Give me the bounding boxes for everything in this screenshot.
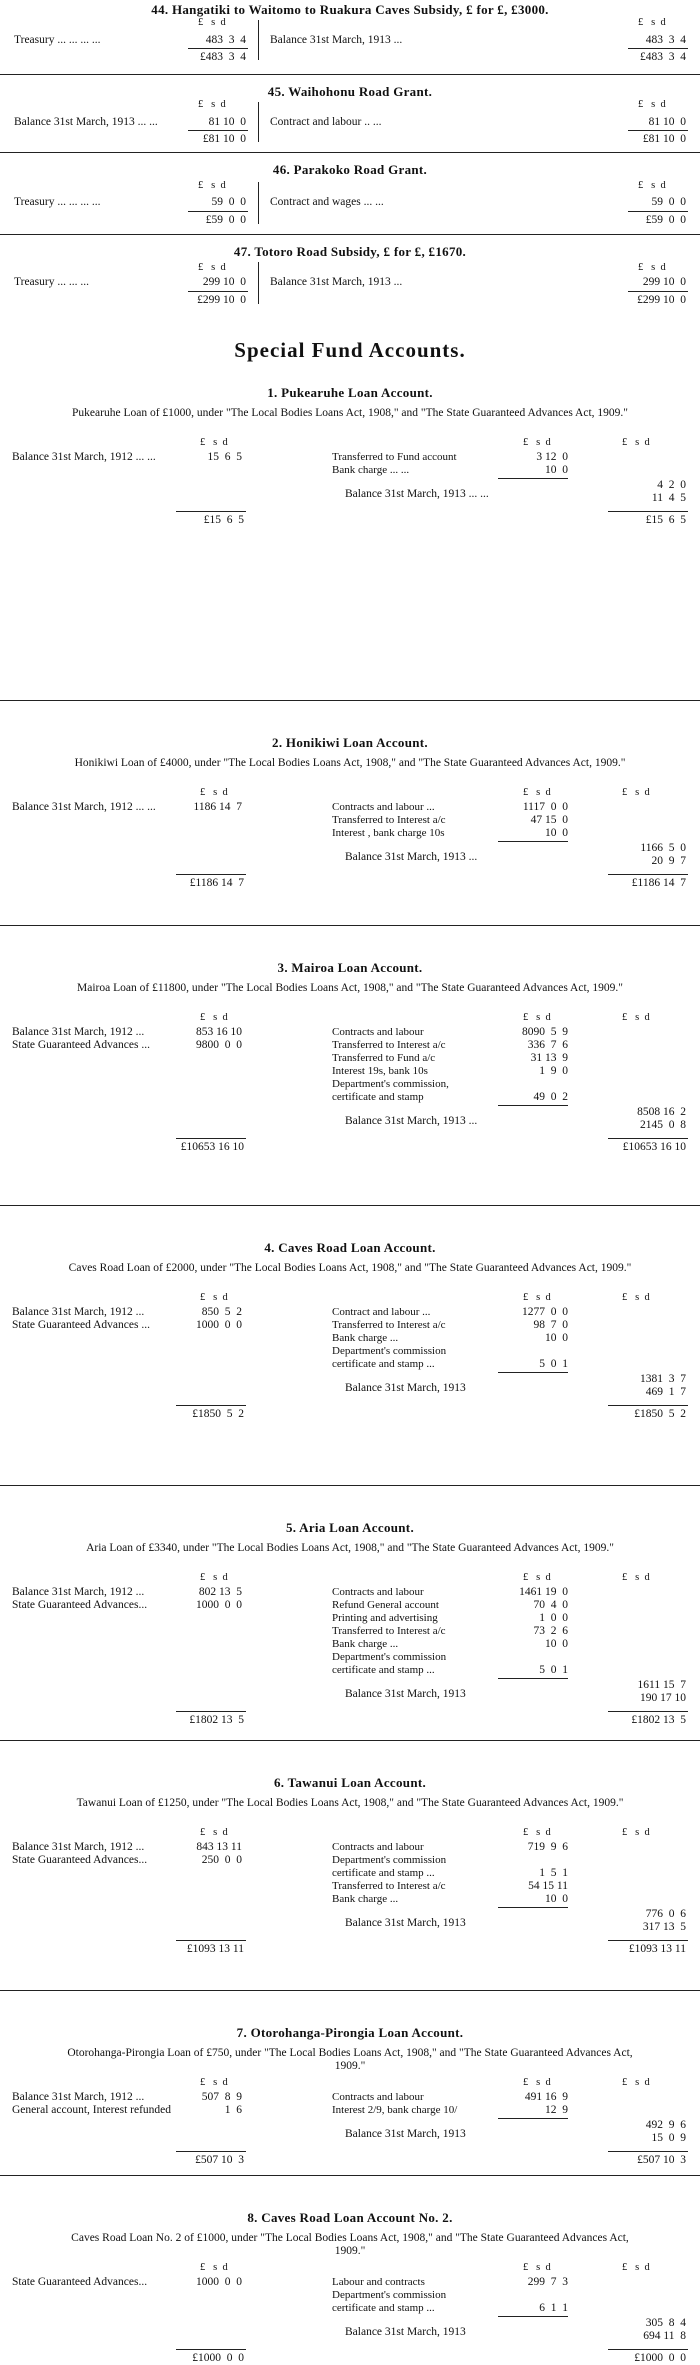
- right-col-header: £ s d: [622, 437, 650, 448]
- right-entry-label: Interest , bank charge 10s: [332, 827, 445, 839]
- right-entry-inner-amount: 1 0 0: [539, 1612, 568, 1624]
- left-entry-label: Balance 31st March, 1912 ...: [12, 1841, 145, 1853]
- total-rule: [176, 1405, 246, 1406]
- right-total: £1000 0 0: [634, 2352, 686, 2364]
- account-subtitle: Caves Road Loan No. 2 of £1000, under "The Local Bodies Loans Act, 1908," and "The State Guaranteed Advances Act, 1909.": [71, 2232, 629, 2257]
- right-col-header: £ s d: [638, 17, 666, 28]
- left-total: £1850 5 2: [192, 1408, 244, 1420]
- right-inner-col-header: £ s d: [523, 1292, 551, 1303]
- right-entry-label: Contract and labour ...: [332, 1306, 431, 1318]
- left-entry-label: Treasury ... ... ... ...: [14, 34, 101, 46]
- total-rule: [608, 1711, 688, 1712]
- right-subtotal: 4 2 0: [657, 479, 686, 491]
- total-rule: [608, 1940, 688, 1941]
- account-subtitle: Aria Loan of £3340, under "The Local Bodies Loans Act, 1908," and "The State Guaranteed Advances Act, 1909.": [86, 1542, 614, 1554]
- right-entry-inner-amount: 1117 0 0: [522, 801, 568, 813]
- right-col-header: £ s d: [622, 2262, 650, 2273]
- right-entry-label: Department's commission: [332, 1854, 447, 1866]
- left-total: £1802 13 5: [189, 1714, 244, 1726]
- right-entry-inner-amount: 73 2 6: [533, 1625, 568, 1637]
- right-entry-amount: 299 10 0: [642, 276, 686, 288]
- left-entry-amount: 9800 0 0: [196, 1039, 242, 1051]
- left-total: £1000 0 0: [192, 2352, 244, 2364]
- right-entry-label: Printing and advertising: [332, 1612, 438, 1624]
- total-rule: [608, 2349, 688, 2350]
- left-entry-amount: 1186 14 7: [193, 801, 242, 813]
- balance-label: Balance 31st March, 1913 ... ...: [345, 488, 489, 500]
- right-entry-inner-amount: 1461 19 0: [519, 1586, 568, 1598]
- section-separator: [0, 925, 700, 926]
- right-entry-inner-amount: 336 7 6: [527, 1039, 568, 1051]
- column-divider: [258, 262, 259, 304]
- right-col-header: £ s d: [622, 1292, 650, 1303]
- right-entry-inner-amount: 5 0 1: [539, 1664, 568, 1676]
- balance-label: Balance 31st March, 1913: [345, 2326, 466, 2338]
- right-entry-label: Bank charge ... ...: [332, 464, 410, 476]
- right-total: £1850 5 2: [634, 1408, 686, 1420]
- left-entry-amount: 1000 0 0: [196, 2276, 242, 2288]
- left-entry-label: State Guaranteed Advances ...: [12, 1319, 150, 1331]
- left-entry-amount: 483 3 4: [205, 34, 246, 46]
- column-divider: [258, 102, 259, 142]
- left-entry-amount: 59 0 0: [211, 196, 246, 208]
- right-entry-label: Department's commission: [332, 1345, 447, 1357]
- right-inner-col-header: £ s d: [523, 2262, 551, 2273]
- right-entry-label: certificate and stamp ...: [332, 2302, 435, 2314]
- account-title: 1. Pukearuhe Loan Account.: [267, 385, 433, 400]
- left-entry-label: State Guaranteed Advances...: [12, 1854, 148, 1866]
- account-subtitle: Mairoa Loan of £11800, under "The Local Bodies Loans Act, 1908," and "The State Guaranteed Advances Act, 1909.": [77, 982, 623, 994]
- right-entry-label: Department's commission: [332, 2289, 447, 2301]
- left-col-header: £ s d: [200, 1572, 228, 1583]
- right-entry-inner-amount: 719 9 6: [527, 1841, 568, 1853]
- left-entry-label: Treasury ... ... ... ...: [14, 196, 101, 208]
- right-entry-inner-amount: 31 13 9: [530, 1052, 568, 1064]
- right-entry-label: Interest 2/9, bank charge 10/: [332, 2104, 458, 2116]
- right-total: £507 10 3: [637, 2154, 686, 2166]
- total-rule: [176, 2151, 246, 2152]
- account-subtitle: Caves Road Loan of £2000, under "The Local Bodies Loans Act, 1908," and "The State Guaranteed Advances Act, 1909.": [68, 1262, 632, 1274]
- right-entry-inner-amount: 10 0: [545, 1638, 568, 1650]
- right-subtotal: 776 0 6: [645, 1908, 686, 1920]
- account-title: 44. Hangatiki to Waitomo to Ruakura Caves Subsidy, £ for £, £3000.: [151, 2, 549, 17]
- account-title: 47. Totoro Road Subsidy, £ for £, £1670.: [233, 244, 467, 259]
- account-title: 5. Aria Loan Account.: [285, 1520, 414, 1535]
- right-col-header: £ s d: [638, 262, 666, 273]
- right-entry-inner-amount: 49 0 2: [533, 1091, 568, 1103]
- account-title: 4. Caves Road Loan Account.: [264, 1240, 436, 1255]
- left-entry-amount: 81 10 0: [208, 116, 246, 128]
- left-entry-amount: 1000 0 0: [196, 1599, 242, 1611]
- left-entry-amount: 802 13 5: [198, 1586, 242, 1598]
- right-total: £1802 13 5: [631, 1714, 686, 1726]
- right-entry-label: Transferred to Interest a/c: [332, 814, 446, 826]
- right-entry-label: Contract and wages ... ...: [270, 196, 384, 208]
- total-rule: [176, 511, 246, 512]
- right-entry-inner-amount: 10 0: [545, 1893, 568, 1905]
- left-entry-label: Balance 31st March, 1912 ... ...: [12, 451, 156, 463]
- balance-amount: 2145 0 8: [640, 1119, 686, 1131]
- right-col-header: £ s d: [622, 787, 650, 798]
- balance-amount: 317 13 5: [642, 1921, 686, 1933]
- right-subtotal: 492 9 6: [645, 2119, 686, 2131]
- balance-label: Balance 31st March, 1913 ...: [345, 851, 478, 863]
- left-entry-amount: 850 5 2: [201, 1306, 242, 1318]
- right-entry-label: Contracts and labour ...: [332, 801, 435, 813]
- right-total: £299 10 0: [637, 294, 686, 306]
- right-col-header: £ s d: [638, 180, 666, 191]
- total-rule: [176, 1940, 246, 1941]
- right-entry-inner-amount: 1277 0 0: [522, 1306, 568, 1318]
- column-divider: [258, 20, 259, 60]
- left-col-header: £ s d: [198, 180, 226, 191]
- left-entry-label: Balance 31st March, 1913 ... ...: [14, 116, 158, 128]
- right-entry-inner-amount: 5 0 1: [539, 1358, 568, 1370]
- right-entry-label: Transferred to Interest a/c: [332, 1319, 446, 1331]
- right-entry-label: Department's commission: [332, 1651, 447, 1663]
- right-entry-label: Contracts and labour: [332, 1026, 424, 1038]
- total-rule: [608, 1138, 688, 1139]
- subtotal-rule: [498, 1105, 568, 1106]
- left-col-header: £ s d: [200, 1012, 228, 1023]
- account-title: 8. Caves Road Loan Account No. 2.: [247, 2210, 453, 2225]
- balance-amount: 11 4 5: [651, 492, 686, 504]
- left-col-header: £ s d: [200, 1292, 228, 1303]
- left-entry-label: Balance 31st March, 1912 ... ...: [12, 801, 156, 813]
- right-inner-col-header: £ s d: [523, 2077, 551, 2088]
- total-rule: [188, 130, 248, 131]
- left-col-header: £ s d: [200, 787, 228, 798]
- left-entry-label: General account, Interest refunded: [12, 2104, 172, 2116]
- left-col-header: £ s d: [198, 17, 226, 28]
- right-entry-inner-amount: 491 16 9: [524, 2091, 568, 2103]
- left-entry-label: Balance 31st March, 1912 ...: [12, 2091, 145, 2103]
- balance-amount: 694 11 8: [643, 2330, 686, 2342]
- right-total: £1186 14 7: [631, 877, 686, 889]
- total-rule: [628, 211, 688, 212]
- left-col-header: £ s d: [200, 2077, 228, 2088]
- right-inner-col-header: £ s d: [523, 1572, 551, 1583]
- right-entry-label: certificate and stamp ...: [332, 1358, 435, 1370]
- subtotal-rule: [498, 1372, 568, 1373]
- section-separator: [0, 234, 700, 235]
- right-entry-inner-amount: 98 7 0: [533, 1319, 568, 1331]
- subtotal-rule: [498, 2316, 568, 2317]
- left-entry-label: Balance 31st March, 1912 ...: [12, 1306, 145, 1318]
- account-subtitle: Otorohanga-Pirongia Loan of £750, under "The Local Bodies Loans Act, 1908," and "The State Guaranteed Advances Act, 1909.": [67, 2047, 633, 2072]
- right-entry-label: certificate and stamp: [332, 1091, 424, 1103]
- right-entry-inner-amount: 10 0: [545, 827, 568, 839]
- right-col-header: £ s d: [622, 1012, 650, 1023]
- right-entry-label: Transferred to Interest a/c: [332, 1625, 446, 1637]
- right-subtotal: 1381 3 7: [640, 1373, 686, 1385]
- total-rule: [188, 48, 248, 49]
- right-inner-col-header: £ s d: [523, 1827, 551, 1838]
- section-separator: [0, 1740, 700, 1741]
- account-title: 6. Tawanui Loan Account.: [273, 1775, 427, 1790]
- left-total: £15 6 5: [203, 514, 244, 526]
- right-entry-label: Transferred to Interest a/c: [332, 1039, 446, 1051]
- total-rule: [188, 211, 248, 212]
- right-entry-amount: 59 0 0: [651, 196, 686, 208]
- right-inner-col-header: £ s d: [523, 787, 551, 798]
- total-rule: [608, 1405, 688, 1406]
- left-total: £81 10 0: [202, 133, 246, 145]
- left-total: £59 0 0: [205, 214, 246, 226]
- right-entry-label: Interest 19s, bank 10s: [332, 1065, 428, 1077]
- right-entry-inner-amount: 47 15 0: [530, 814, 568, 826]
- subtotal-rule: [498, 841, 568, 842]
- total-rule: [188, 291, 248, 292]
- right-entry-label: Balance 31st March, 1913 ...: [270, 34, 403, 46]
- left-total: £1186 14 7: [189, 877, 244, 889]
- left-total: £483 3 4: [200, 51, 246, 63]
- right-entry-label: Balance 31st March, 1913 ...: [270, 276, 403, 288]
- left-entry-label: Balance 31st March, 1912 ...: [12, 1026, 145, 1038]
- left-entry-amount: 1 6: [224, 2104, 242, 2116]
- total-rule: [608, 2151, 688, 2152]
- total-rule: [176, 2349, 246, 2350]
- right-entry-label: certificate and stamp ...: [332, 1664, 435, 1676]
- left-col-header: £ s d: [200, 437, 228, 448]
- right-total: £1093 13 11: [628, 1943, 686, 1955]
- left-total: £10653 16 10: [180, 1141, 244, 1153]
- right-entry-inner-amount: 299 7 3: [527, 2276, 568, 2288]
- total-rule: [608, 874, 688, 875]
- total-rule: [176, 1711, 246, 1712]
- right-entry-label: Department's commission,: [332, 1078, 449, 1090]
- right-inner-col-header: £ s d: [523, 1012, 551, 1023]
- right-entry-inner-amount: 70 4 0: [533, 1599, 568, 1611]
- right-subtotal: 8508 16 2: [637, 1106, 686, 1118]
- subtotal-rule: [498, 2118, 568, 2119]
- right-entry-inner-amount: 3 12 0: [536, 451, 568, 463]
- right-col-header: £ s d: [638, 99, 666, 110]
- subtotal-rule: [498, 478, 568, 479]
- right-entry-label: Contract and labour .. ...: [270, 116, 382, 128]
- section-separator: [0, 700, 700, 701]
- balance-label: Balance 31st March, 1913 ...: [345, 1115, 478, 1127]
- left-entry-amount: 507 8 9: [201, 2091, 242, 2103]
- right-entry-label: certificate and stamp ...: [332, 1867, 435, 1879]
- right-subtotal: 305 8 4: [645, 2317, 686, 2329]
- right-entry-label: Transferred to Interest a/c: [332, 1880, 446, 1892]
- left-entry-amount: 843 13 11: [196, 1841, 242, 1853]
- left-col-header: £ s d: [200, 2262, 228, 2273]
- account-title: 45. Waihohonu Road Grant.: [267, 84, 433, 99]
- right-total: £15 6 5: [645, 514, 686, 526]
- left-entry-label: State Guaranteed Advances...: [12, 1599, 148, 1611]
- balance-label: Balance 31st March, 1913: [345, 1382, 466, 1394]
- left-entry-label: State Guaranteed Advances ...: [12, 1039, 150, 1051]
- account-subtitle: Honikiwi Loan of £4000, under "The Local Bodies Loans Act, 1908," and "The State Guaranteed Advances Act, 1909.": [74, 757, 626, 769]
- right-entry-inner-amount: 10 0: [545, 464, 568, 476]
- right-entry-amount: 81 10 0: [648, 116, 686, 128]
- right-subtotal: 1611 15 7: [637, 1679, 686, 1691]
- total-rule: [628, 291, 688, 292]
- balance-label: Balance 31st March, 1913: [345, 1688, 466, 1700]
- left-entry-amount: 15 6 5: [207, 451, 242, 463]
- right-entry-inner-amount: 12 9: [545, 2104, 568, 2116]
- balance-amount: 20 9 7: [651, 855, 686, 867]
- balance-amount: 469 1 7: [645, 1386, 686, 1398]
- right-entry-inner-amount: 10 0: [545, 1332, 568, 1344]
- left-total: £299 10 0: [197, 294, 246, 306]
- section-separator: [0, 152, 700, 153]
- right-entry-label: Contracts and labour: [332, 1586, 424, 1598]
- total-rule: [628, 48, 688, 49]
- section-separator: [0, 74, 700, 75]
- right-entry-inner-amount: 1 9 0: [539, 1065, 568, 1077]
- section-separator: [0, 1485, 700, 1486]
- right-entry-label: Labour and contracts: [332, 2276, 425, 2288]
- left-entry-amount: 299 10 0: [202, 276, 246, 288]
- left-entry-amount: 250 0 0: [201, 1854, 242, 1866]
- subtotal-rule: [498, 1907, 568, 1908]
- right-col-header: £ s d: [622, 1572, 650, 1583]
- special-fund-heading: Special Fund Accounts.: [234, 338, 466, 362]
- left-entry-amount: 853 16 10: [196, 1026, 242, 1038]
- account-title: 3. Mairoa Loan Account.: [277, 960, 423, 975]
- total-rule: [628, 130, 688, 131]
- left-col-header: £ s d: [198, 99, 226, 110]
- right-entry-inner-amount: 1 5 1: [539, 1867, 568, 1879]
- right-entry-label: Bank charge ...: [332, 1893, 399, 1905]
- column-divider: [258, 182, 259, 224]
- subtotal-rule: [498, 1678, 568, 1679]
- section-separator: [0, 1205, 700, 1206]
- account-title: 7. Otorohanga-Pirongia Loan Account.: [236, 2025, 464, 2040]
- left-entry-label: State Guaranteed Advances...: [12, 2276, 148, 2288]
- left-total: £1093 13 11: [186, 1943, 244, 1955]
- total-rule: [176, 874, 246, 875]
- total-rule: [176, 1138, 246, 1139]
- right-entry-label: Bank charge ...: [332, 1332, 399, 1344]
- right-entry-inner-amount: 8090 5 9: [522, 1026, 568, 1038]
- right-col-header: £ s d: [622, 2077, 650, 2088]
- account-subtitle: Tawanui Loan of £1250, under "The Local Bodies Loans Act, 1908," and "The State Guaranteed Advances Act, 1909.": [76, 1797, 624, 1809]
- section-separator: [0, 1990, 700, 1991]
- right-entry-label: Contracts and labour: [332, 2091, 424, 2103]
- balance-amount: 190 17 10: [640, 1692, 686, 1704]
- right-entry-label: Transferred to Fund account: [332, 451, 457, 463]
- total-rule: [608, 511, 688, 512]
- left-col-header: £ s d: [200, 1827, 228, 1838]
- right-inner-col-header: £ s d: [523, 437, 551, 448]
- balance-label: Balance 31st March, 1913: [345, 1917, 466, 1929]
- left-entry-label: Treasury ... ... ...: [14, 276, 89, 288]
- right-total: £10653 16 10: [622, 1141, 686, 1153]
- right-entry-amount: 483 3 4: [645, 34, 686, 46]
- left-entry-amount: 1000 0 0: [196, 1319, 242, 1331]
- account-title: 46. Parakoko Road Grant.: [272, 162, 428, 177]
- right-entry-label: Bank charge ...: [332, 1638, 399, 1650]
- account-title: 2. Honikiwi Loan Account.: [272, 735, 428, 750]
- right-entry-label: Refund General account: [332, 1599, 439, 1611]
- right-entry-label: Contracts and labour: [332, 1841, 424, 1853]
- right-col-header: £ s d: [622, 1827, 650, 1838]
- balance-amount: 15 0 9: [651, 2132, 686, 2144]
- right-total: £59 0 0: [645, 214, 686, 226]
- right-subtotal: 1166 5 0: [640, 842, 686, 854]
- balance-label: Balance 31st March, 1913: [345, 2128, 466, 2140]
- left-entry-label: Balance 31st March, 1912 ...: [12, 1586, 145, 1598]
- section-separator: [0, 2175, 700, 2176]
- right-entry-inner-amount: 54 15 11: [528, 1880, 568, 1892]
- right-total: £483 3 4: [640, 51, 686, 63]
- right-entry-label: Transferred to Fund a/c: [332, 1052, 436, 1064]
- account-subtitle: Pukearuhe Loan of £1000, under "The Local Bodies Loans Act, 1908," and "The State Guaranteed Advances Act, 1909.": [72, 407, 628, 419]
- left-total: £507 10 3: [195, 2154, 244, 2166]
- right-entry-inner-amount: 6 1 1: [539, 2302, 568, 2314]
- left-col-header: £ s d: [198, 262, 226, 273]
- right-total: £81 10 0: [642, 133, 686, 145]
